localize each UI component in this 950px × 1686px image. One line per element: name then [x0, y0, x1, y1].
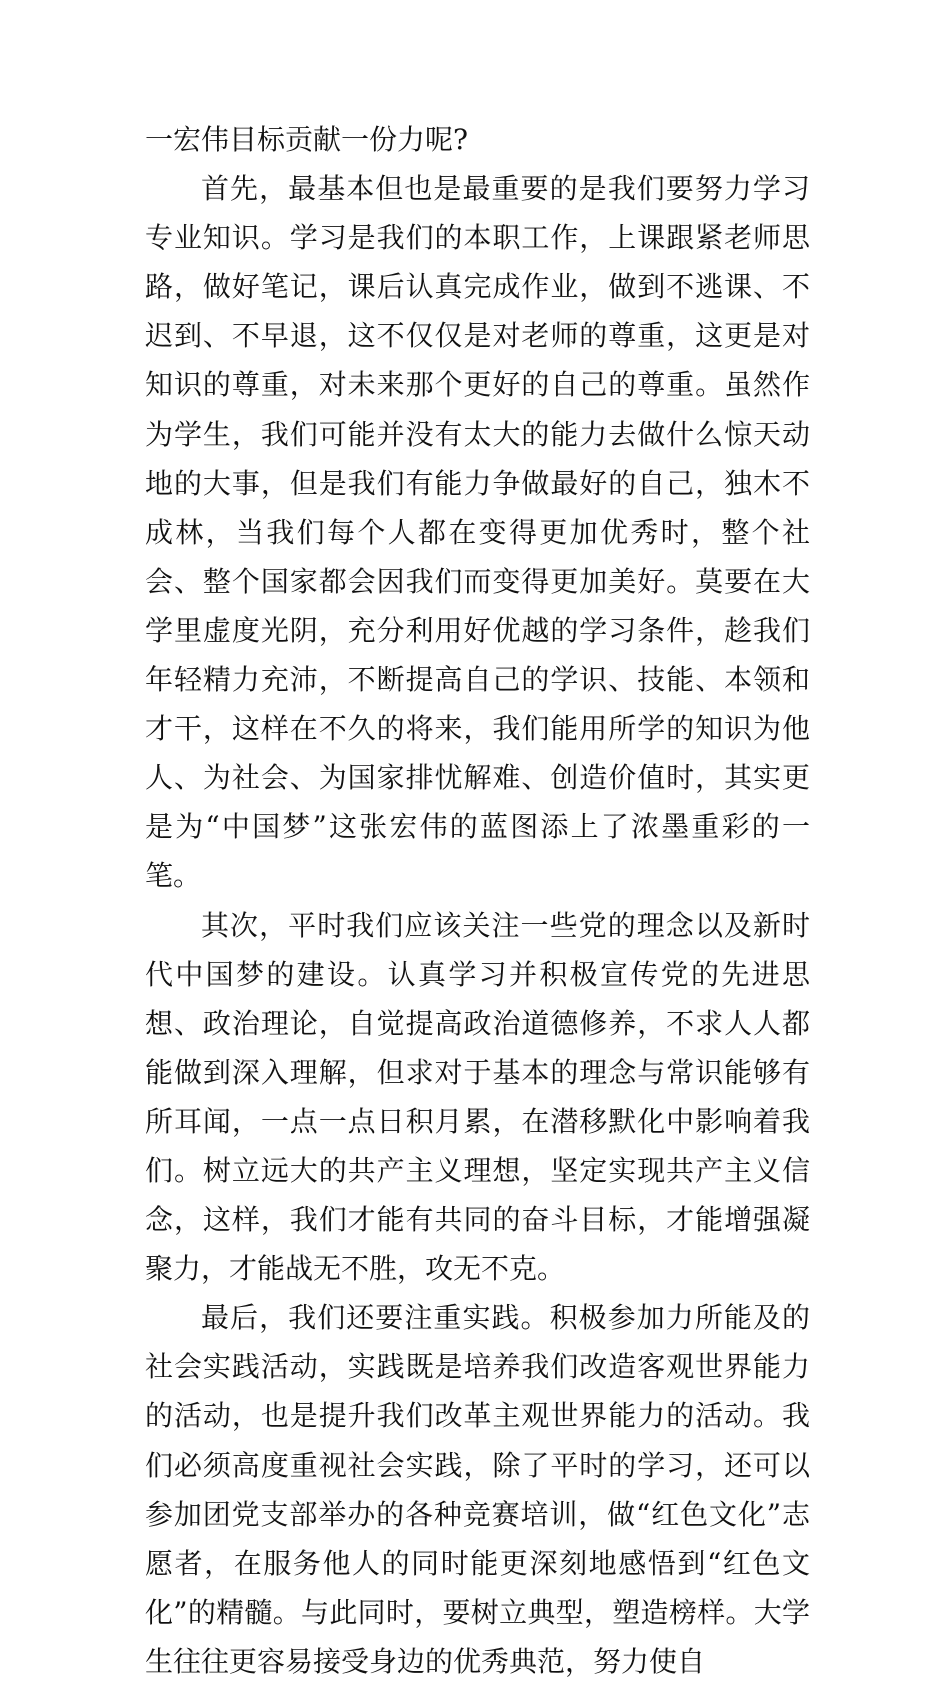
paragraph-party-ideals: 其次，平时我们应该关注一些党的理念以及新时代中国梦的建设。认真学习并积极宣传党的先进思想、政治理论，自觉提高政治道德修养，不求人人都能做到深入理解，但求对于基本的理念与常识能够有所耳闻，一点一点日积月累，在潜移默化中影响着我们。树立远大的共产主义理想，坚定实现共产主义信念，这样，我们才能有共同的奋斗目标，才能增强凝聚力，才能战无不胜，攻无不克。	[145, 908, 810, 1286]
paragraph-continuation: 一宏伟目标贡献一份力呢?	[145, 123, 469, 156]
document-body	[145, 115, 810, 1686]
paragraph-practice: 最后，我们还要注重实践。积极参加力所能及的社会实践活动，实践既是培养我们改造客观世界能力的活动，也是提升我们改革主观世界能力的活动。我们必须高度重视社会实践，除了平时的学习，还可以参加团党支部举办的各种竞赛培训，做“红色文化”志愿者，在服务他人的同时能更深刻地感悟到“红色文化”的精髓。与此同时，要树立典型，塑造榜样。大学生往往更容易接受身边的优秀典范，努力使自	[145, 1301, 810, 1678]
paragraph-study-knowledge: 首先，最基本但也是最重要的是我们要努力学习专业知识。学习是我们的本职工作，上课跟紧老师思路，做好笔记，课后认真完成作业，做到不逃课、不迟到、不早退，这不仅仅是对老师的尊重，这更是对知识的尊重，对未来那个更好的自己的尊重。虽然作为学生，我们可能并没有太大的能力去做什么惊天动地的大事，但是我们有能力争做最好的自己，独木不成林，当我们每个人都在变得更加优秀时，整个社会、整个国家都会因我们而变得更加美好。莫要在大学里虚度光阴，充分利用好优越的学习条件，趁我们年轻精力充沛，不断提高自己的学识、技能、本领和才干，这样在不久的将来，我们能用所学的知识为他人、为社会、为国家排忧解难、创造价值时，其实更是为“中国梦”这张宏伟的蓝图添上了浓墨重彩的一笔。	[145, 172, 810, 893]
